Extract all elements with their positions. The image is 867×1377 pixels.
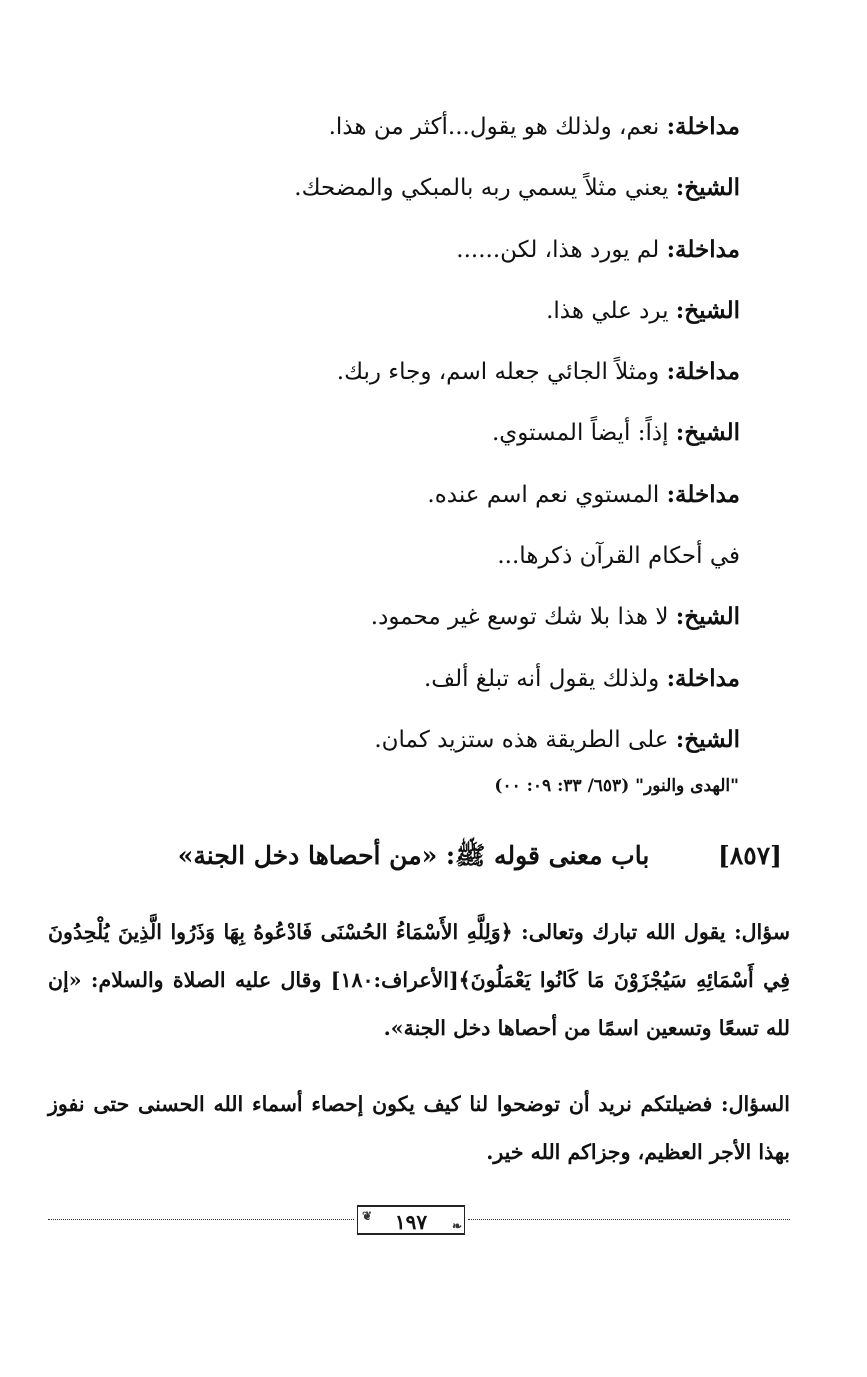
speaker-label: الشيخ:	[675, 603, 740, 631]
dialogue-section	[100, 96, 740, 770]
page-number-text: ١٩٧	[394, 1210, 428, 1234]
ornament-icon: ❦	[362, 1209, 373, 1223]
dialogue-text: ومثلاً الجائي جعله اسم، وجاء ربك.	[336, 359, 667, 386]
dialogue-line	[100, 341, 740, 402]
page-number	[357, 1205, 465, 1235]
dialogue-line	[100, 586, 740, 647]
dialogue-text: إذاً: أيضاً المستوي.	[491, 420, 676, 447]
dialogue-text: في أحكام القرآن ذكرها...	[497, 543, 740, 570]
dialogue-line	[100, 648, 740, 709]
speaker-label: الشيخ:	[675, 419, 740, 447]
question-paragraph: سؤال: يقول الله تبارك وتعالى: ﴿وَلِلَّهِ الأَسْمَاءُ الحُسْنَى فَادْعُوهُ بِهَا وَذَرُوا الَّذِينَ يُلْحِدُونَ فِي أَسْمَائِهِ سَيُجْزَوْنَ مَا كَانُوا يَعْمَلُونَ﴾[الأعراف:١٨٠] وقال عليه الصلاة والسلام: «إن لله تسعًا وتسعين اسمًا من أحصاها دخل الجنة».	[48, 920, 791, 1040]
dialogue-text: لا هذا بلا شك توسع غير محمود.	[370, 604, 676, 631]
dialogue-text: على الطريقة هذه ستزيد كمان.	[374, 726, 676, 753]
speaker-label: مداخلة:	[666, 358, 740, 386]
dialogue-text: يرد علي هذا.	[546, 297, 676, 324]
dialogue-line	[100, 525, 740, 586]
dialogue-line	[100, 464, 740, 525]
speaker-label: مداخلة:	[666, 480, 740, 508]
speaker-label: مداخلة:	[666, 235, 740, 263]
chapter-heading	[178, 840, 782, 877]
source-citation: "الهدى والنور" (٦٥٣/ ٣٣: ٠٩: ٠٠)	[494, 776, 739, 796]
speaker-label: مداخلة:	[666, 664, 740, 692]
speaker-label: مداخلة:	[666, 113, 740, 140]
dialogue-line	[100, 280, 740, 341]
dialogue-line	[100, 709, 740, 770]
speaker-label: الشيخ:	[675, 725, 740, 753]
dialogue-text: المستوي نعم اسم عنده.	[427, 481, 667, 508]
page-footer	[48, 1205, 790, 1239]
dialogue-text: نعم، ولذلك هو يقول...أكثر من هذا.	[328, 114, 667, 140]
chapter-number: [٨٥٧]	[718, 841, 782, 870]
dialogue-line	[100, 402, 740, 463]
speaker-label: الشيخ:	[675, 296, 740, 324]
dialogue-line	[100, 219, 740, 280]
footer-rule	[468, 1219, 790, 1220]
dialogue-line	[100, 96, 740, 157]
question-paragraph: السؤال: فضيلتكم نريد أن توضحوا لنا كيف يكون إحصاء أسماء الله الحسنى حتى نفوز بهذا الأجر العظيم، وجزاكم الله خير.	[48, 1092, 790, 1164]
dialogue-line	[100, 157, 740, 218]
speaker-label: الشيخ:	[675, 174, 740, 202]
dialogue-text: يعني مثلاً يسمي ربه بالمبكي والمضحك.	[294, 175, 676, 202]
chapter-title: باب معنى قوله ﷺ: «من أحصاها دخل الجنة»	[177, 841, 650, 870]
dialogue-text: لم يورد هذا، لكن......	[456, 236, 667, 263]
ornament-icon: ❧	[451, 1219, 462, 1233]
footer-rule	[48, 1219, 354, 1220]
dialogue-text: ولذلك يقول أنه تبلغ ألف.	[423, 665, 667, 692]
